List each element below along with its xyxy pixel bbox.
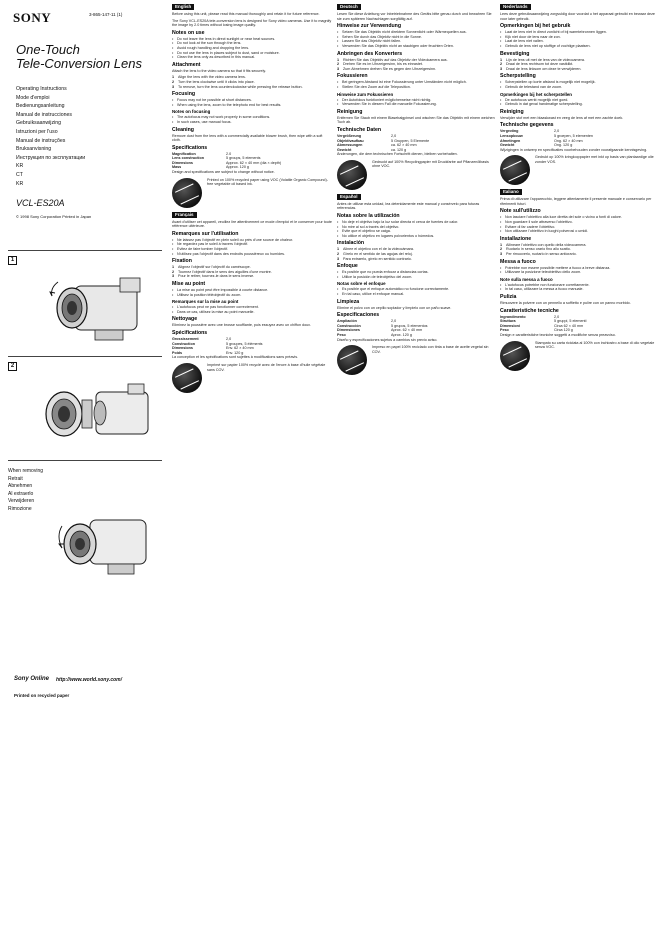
paragraph: La conception et les spécifications sont sujettes à modifications sans préavis. bbox=[172, 355, 299, 360]
spec-label: Vergrößerung bbox=[337, 133, 362, 138]
bullet-item: • Dans ce cas, utilisez la mise au point manuelle. bbox=[172, 310, 332, 315]
spec-label: Poids bbox=[172, 350, 183, 355]
bullet-item: • L'autofocus peut ne pas fonctionner correctement. bbox=[172, 305, 332, 310]
step-number: 1 bbox=[500, 242, 503, 247]
section-heading: Messa a fuoco bbox=[500, 258, 536, 265]
title-line-1: One-Touch bbox=[16, 42, 80, 57]
paragraph: Elimine el polvo con un cepillo soplador y límpielo con un paño suave. bbox=[337, 305, 452, 310]
bullet-item: • Utilisez la position téléobjectif du zoom. bbox=[172, 293, 332, 298]
step-number: 1 bbox=[337, 247, 340, 252]
subsection-heading: Note sulla messa a fuoco bbox=[500, 276, 553, 282]
spec-label: Vergroting bbox=[500, 129, 519, 134]
spec-value: 5 gruppi, 5 elementi bbox=[554, 319, 587, 324]
removing-label: Verwijderen bbox=[8, 498, 35, 505]
bullet-list bbox=[172, 115, 332, 124]
bullet-item: • Evitare di far cadere l'obiettivo. bbox=[500, 225, 660, 230]
spec-label: Ampliación bbox=[337, 319, 357, 324]
language-heading: Italiano bbox=[500, 189, 522, 195]
paragraph: Lesen Sie diese Anleitung vor Inbetriebnahme des Geräts bitte genau durch und bewahren Sie sie zum späteren Nachschlagen sorgfältig auf. bbox=[337, 12, 492, 21]
recycle-icon bbox=[172, 363, 202, 393]
section-heading: Notas sobre la utilización bbox=[337, 213, 400, 220]
bullet-item: • Stellen Sie den Zoom auf die Teleposition. bbox=[337, 85, 497, 90]
spec-label: Ingrandimento bbox=[500, 314, 526, 319]
spec-label: Construcción bbox=[337, 323, 361, 328]
bullet-item: • Do not look at the sun through the lens. bbox=[172, 41, 332, 46]
section-heading: Fixation bbox=[172, 258, 192, 265]
language-title: Mode d'emploi bbox=[16, 94, 50, 101]
language-title: KR bbox=[16, 163, 24, 170]
step-list bbox=[172, 75, 332, 89]
bullet-item: • The autofocus may not work properly in some conditions. bbox=[172, 115, 332, 120]
bullet-item: • No mire al sol a través del objetivo. bbox=[337, 225, 497, 230]
column-dutch-italian bbox=[500, 4, 660, 904]
removing-label: Rimozione bbox=[8, 505, 32, 512]
spec-value: ca. 62 × 40 mm bbox=[391, 143, 417, 148]
bullet-item: • Clean the lens only as described in this manual. bbox=[172, 55, 332, 60]
bullet-list bbox=[172, 37, 332, 60]
bullet-item: • No utilice el objetivo en lugares polvorientos o húmedos. bbox=[337, 234, 497, 239]
divider bbox=[8, 460, 162, 461]
section-heading: Remarques sur l'utilisation bbox=[172, 230, 239, 237]
spec-label: Afmetingen bbox=[500, 138, 521, 143]
section-heading: Specifications bbox=[172, 144, 208, 151]
section-heading: Attachment bbox=[172, 61, 201, 68]
bullet-item: • Laat de lens niet vallen. bbox=[500, 39, 660, 44]
eco-notice bbox=[172, 363, 332, 393]
step-text: Richten Sie das Objektiv auf das Objektiv der Videokamera aus. bbox=[343, 57, 448, 62]
eco-notice-text: Stampato su carta riciclata al 100% con inchiostro a base di olio vegetale senza VOC. bbox=[535, 340, 655, 350]
spec-label: Gewicht bbox=[500, 143, 515, 148]
section-heading: Technische Daten bbox=[337, 126, 382, 133]
step-text: Align the lens with the video camera lens. bbox=[178, 75, 246, 80]
paragraph: Lees deze gebruiksaanwijzing zorgvuldig door voordat u het apparaat gebruikt en bewaar deze voor later gebruik. bbox=[500, 12, 655, 21]
section-heading: Fokussieren bbox=[337, 73, 368, 80]
bullet-item: • Non utilizzare l'obiettivo in luoghi polverosi o umidi. bbox=[500, 229, 660, 234]
spec-value: 2,0 bbox=[226, 336, 232, 341]
paragraph: Wijzigingen in ontwerp en specificaties voorbehouden zonder voorafgaande kennisgeving. bbox=[500, 147, 648, 152]
section-heading: Mise au point bbox=[172, 281, 206, 287]
bullet-item: • De autofocus werkt mogelijk niet goed. bbox=[500, 98, 660, 103]
paragraph: Design e caratteristiche tecniche soggetti a modifiche senza preavviso. bbox=[500, 332, 616, 337]
eco-notice-text: Impreso en papel 100% reciclado con tinta a base de aceite vegetal sin COV. bbox=[372, 345, 489, 354]
sony-logo: SONY bbox=[13, 10, 52, 25]
bullet-item: • Utilizzare la posizione teleobiettivo dello zoom. bbox=[500, 270, 660, 275]
step-list bbox=[172, 265, 332, 279]
section-heading: Cleaning bbox=[172, 126, 194, 133]
bullet-list bbox=[337, 220, 497, 238]
divider bbox=[8, 250, 162, 251]
recycled-paper-note: Printed on recycled paper bbox=[14, 693, 70, 698]
language-section-break bbox=[500, 189, 660, 197]
spec-value: Ong. 62 × 40 mm bbox=[554, 138, 583, 143]
spec-label: Lensopbouw bbox=[500, 133, 523, 138]
figure-2-label: 2 bbox=[8, 362, 17, 371]
step-number: 1 bbox=[337, 57, 340, 62]
step-number: 1 bbox=[500, 57, 503, 62]
section-heading: Instalación bbox=[337, 240, 365, 247]
bullet-item: • In tal caso, utilizzare la messa a fuoco manuale. bbox=[500, 287, 660, 292]
section-heading: Reinigung bbox=[337, 108, 363, 115]
language-heading: Español bbox=[337, 194, 361, 200]
column-german-spanish bbox=[337, 4, 497, 904]
paragraph: Prima di utilizzare l'apparecchio, leggere attentamente il presente manuale e conservarlo per riferimenti futuri. bbox=[500, 197, 652, 206]
part-number: 3-865-147-11 (1) bbox=[89, 12, 123, 17]
spec-value: Env. 120 g bbox=[226, 350, 244, 355]
step-text: Para extraerlo, gírelo en sentido contrario. bbox=[343, 256, 412, 261]
website-url: http://www.world.sony.com/ bbox=[56, 677, 123, 683]
step-list bbox=[500, 243, 660, 257]
bullet-item: • Es posible que el enfoque automático no funcione correctamente. bbox=[337, 287, 497, 292]
step-number: 1 bbox=[172, 265, 175, 270]
step-number: 2 bbox=[172, 79, 175, 84]
recycle-icon bbox=[337, 345, 367, 375]
title-line-2: Tele-Conversion Lens bbox=[16, 56, 142, 71]
step-text: Lijn de lens uit met de lens van de videocamera. bbox=[506, 57, 585, 62]
section-heading: Spécifications bbox=[172, 329, 208, 336]
step-text: Gírelo en el sentido de las agujas del reloj. bbox=[343, 252, 413, 257]
bullet-list bbox=[500, 98, 660, 107]
bullet-item: • Gebruik in dat geval handmatige scherpstelling. bbox=[500, 102, 660, 107]
column-english-french bbox=[172, 4, 332, 904]
section-heading: Installazione bbox=[500, 235, 532, 242]
step-list bbox=[337, 247, 497, 261]
step-number: 2 bbox=[500, 247, 503, 252]
language-title: Manual de instruções bbox=[16, 137, 66, 144]
bullet-item: • Gebruik de lens niet op stoffige of vochtige plaatsen. bbox=[500, 44, 660, 49]
language-title: Bruksanvisning bbox=[16, 146, 52, 153]
bullet-item: • En tal caso, utilice el enfoque manual. bbox=[337, 292, 497, 297]
bullet-item: • Utilice la posición de teleobjetivo del zoom. bbox=[337, 275, 497, 280]
language-section-break bbox=[172, 212, 332, 220]
section-heading: Limpieza bbox=[337, 298, 360, 305]
bullet-list bbox=[500, 30, 660, 48]
figure-1-label: 1 bbox=[8, 256, 17, 265]
section-heading: Notes on use bbox=[172, 29, 205, 36]
step-text: Per rimuoverlo, ruotarlo in senso antiorario. bbox=[506, 252, 577, 257]
bullet-list bbox=[337, 80, 497, 89]
spec-label: Abmessungen bbox=[337, 143, 363, 148]
spec-label: Objektivaufbau bbox=[337, 138, 364, 143]
bullet-item: • N'utilisez pas l'objectif dans des endroits poussiéreux ou humides. bbox=[172, 252, 332, 257]
subsection-heading: Notas sobre el enfoque bbox=[337, 281, 386, 287]
section-heading: Especificaciones bbox=[337, 312, 380, 319]
bullet-item: • Do not use the lens in places subject to dust, sand or moisture. bbox=[172, 51, 332, 56]
bullet-list bbox=[172, 98, 332, 107]
bullet-item: • Sehen Sie durch das Objektiv nicht in die Sonne. bbox=[337, 35, 497, 40]
spec-label: Magnification bbox=[172, 151, 196, 156]
spec-label: Struttura bbox=[500, 319, 516, 324]
spec-value: 5 grupos, 5 elementos bbox=[391, 323, 428, 328]
section-heading: Pulizia bbox=[500, 294, 517, 300]
bullet-item: • Non lasciare l'obiettivo alla luce diretta del sole o vicino a fonti di calore. bbox=[500, 215, 660, 220]
bullet-list bbox=[500, 80, 660, 89]
bullet-item: • L'autofocus potrebbe non funzionare correttamente. bbox=[500, 283, 660, 288]
language-heading: Nederlands bbox=[500, 4, 531, 10]
bullet-list bbox=[337, 287, 497, 296]
spec-label: Lens construction bbox=[172, 156, 204, 161]
paragraph: Avant d'utiliser cet appareil, veuillez lire attentivement ce mode d'emploi et le conserver pour toute référence ultérieure. bbox=[172, 219, 332, 229]
bullet-item: • In such cases, use manual focus. bbox=[172, 120, 332, 125]
bullet-list bbox=[500, 266, 660, 275]
lens-alignment-illustration bbox=[36, 372, 154, 452]
step-text: Alignez l'objectif sur l'objectif du caméscope. bbox=[178, 265, 251, 270]
remove-lens-illustration bbox=[50, 506, 150, 580]
section-heading: Nettoyage bbox=[172, 316, 198, 323]
section-heading: Anbringen des Konverters bbox=[337, 50, 403, 57]
step-text: Draai de lens linksom om deze te verwijderen. bbox=[506, 66, 582, 71]
paragraph: Eliminez la poussière avec une brosse soufflante, puis essuyez avec un chiffon doux. bbox=[172, 323, 312, 328]
spec-value: 5 Gruppen, 5 Elemente bbox=[391, 138, 430, 143]
bullet-item: • When using the lens, zoom to the telephoto end for best results. bbox=[172, 103, 332, 108]
step-text: Ruotarlo in senso orario fino allo scatto. bbox=[506, 247, 571, 252]
bullet-list bbox=[337, 98, 497, 107]
spec-label: Gewicht bbox=[337, 147, 352, 152]
recycle-icon bbox=[500, 155, 530, 185]
section-heading: Bevestiging bbox=[500, 50, 530, 57]
step-item bbox=[337, 257, 497, 262]
step-number: 3 bbox=[172, 274, 175, 279]
bullet-list bbox=[337, 30, 497, 48]
step-text: Zum Abnehmen drehen Sie es gegen den Uhrzeigersinn. bbox=[343, 66, 437, 71]
step-list bbox=[337, 58, 497, 72]
paragraph: Rimuovere la polvere con un pennello a soffietto e pulire con un panno morbido. bbox=[500, 301, 631, 305]
section-heading: Scherpstelling bbox=[500, 73, 536, 80]
bullet-item: • Lassen Sie das Objektiv nicht fallen. bbox=[337, 39, 497, 44]
bullet-item: • Es posible que no pueda enfocar a distancias cortas. bbox=[337, 270, 497, 275]
bullet-list bbox=[172, 288, 332, 297]
bullet-item: • Focus may not be possible at short distances. bbox=[172, 98, 332, 103]
removing-labels bbox=[8, 468, 43, 514]
language-title: CT bbox=[16, 171, 23, 178]
paragraph: Entfernen Sie Staub mit einem Blasebalgpinsel und wischen Sie das Objektiv mit einem weichen Tuch ab. bbox=[337, 115, 495, 125]
paragraph: Verwijder stof met een blaaskwast en veeg de lens af met een zachte doek. bbox=[500, 115, 624, 120]
bullet-item: • Verwenden Sie das Objektiv nicht an staubigen oder feuchten Orten. bbox=[337, 44, 497, 49]
step-item bbox=[500, 252, 660, 257]
section-heading: Enfoque bbox=[337, 263, 358, 270]
spec-label: Dimensiones bbox=[337, 328, 360, 333]
spec-row bbox=[500, 143, 660, 148]
bullet-list bbox=[337, 270, 497, 279]
section-heading: Note sull'utilizzo bbox=[500, 208, 541, 215]
bullet-item: • Kijk niet door de lens naar de zon. bbox=[500, 35, 660, 40]
step-number: 3 bbox=[337, 256, 340, 261]
spec-label: Grossissement bbox=[172, 336, 199, 341]
paragraph: Design and specifications are subject to change without notice. bbox=[172, 170, 275, 175]
language-title: Istruzioni per l'uso bbox=[16, 128, 58, 135]
step-number: 1 bbox=[172, 75, 175, 80]
step-text: Tournez l'objectif dans le sens des aiguilles d'une montre. bbox=[178, 269, 272, 274]
divider bbox=[8, 356, 162, 357]
removing-label: Retrait bbox=[8, 475, 23, 482]
step-text: To remove, turn the lens counterclockwise while pressing the release button. bbox=[178, 84, 303, 89]
paragraph: Antes de utilizar esta unidad, lea detenidamente este manual y consérvelo para futuras referencias. bbox=[337, 201, 480, 211]
step-number: 2 bbox=[337, 62, 340, 67]
spec-label: Dimensioni bbox=[500, 323, 520, 328]
step-text: Allineare l'obiettivo con quello della videocamera. bbox=[506, 242, 587, 247]
bullet-item: • Avoid rough handling and dropping the lens. bbox=[172, 46, 332, 51]
section-heading: Technische gegevens bbox=[500, 122, 554, 129]
language-title: Gebruiksaanwijzing bbox=[16, 120, 61, 127]
bullet-item: • Do not leave the lens in direct sunlight or near heat sources. bbox=[172, 37, 332, 42]
subsection-heading: Opmerkingen bij het scherpstellen bbox=[500, 91, 572, 97]
paragraph: Diseño y especificaciones sujetos a cambios sin previo aviso. bbox=[337, 337, 438, 342]
paragraph: Änderungen, die dem technischen Fortschritt dienen, bleiben vorbehalten. bbox=[337, 152, 458, 157]
recycle-icon bbox=[500, 341, 530, 371]
product-title bbox=[16, 43, 142, 71]
step-item bbox=[172, 85, 332, 90]
spec-value: Circa 120 g bbox=[554, 328, 573, 333]
copyright-note: © 1998 Sony Corporation Printed in Japan bbox=[16, 214, 92, 219]
bullet-item: • Setzen Sie das Objektiv nicht direktem Sonnenlicht oder Wärmequellen aus. bbox=[337, 30, 497, 35]
step-text: Draai de lens rechtsom tot deze vastklikt. bbox=[506, 62, 574, 67]
section-heading: Focusing bbox=[172, 91, 196, 98]
spec-value: Aprox. 62 × 40 mm bbox=[391, 328, 423, 333]
bullet-item: • No deje el objetivo bajo la luz solar directa ni cerca de fuentes de calor. bbox=[337, 220, 497, 225]
bullet-item: • Gebruik de telestand van de zoom. bbox=[500, 85, 660, 90]
step-item bbox=[500, 67, 660, 72]
removing-label: Al extraerlo bbox=[8, 490, 34, 497]
sony-online-logo: Sony Online bbox=[14, 676, 50, 682]
bullet-item: • Potrebbe non essere possibile mettere a fuoco a breve distanza. bbox=[500, 266, 660, 271]
spec-value: 2,0 bbox=[554, 314, 560, 319]
step-item bbox=[337, 67, 497, 72]
eco-notice bbox=[500, 341, 660, 371]
language-heading: English bbox=[172, 4, 194, 10]
spec-value: 2.0 bbox=[226, 151, 232, 156]
language-heading: Deutsch bbox=[337, 4, 361, 10]
spec-label: Mass bbox=[172, 165, 182, 170]
step-number: 3 bbox=[172, 84, 175, 89]
spec-value: Approx. 62 × 40 mm (dia × depth) bbox=[226, 160, 282, 165]
bullet-item: • Verwenden Sie in diesem Fall die manuelle Fokussierung. bbox=[337, 102, 497, 107]
step-list bbox=[500, 58, 660, 72]
language-heading: Français bbox=[172, 212, 197, 218]
section-heading: Hinweise zur Verwendung bbox=[337, 23, 401, 30]
subsection-heading: Notes on focusing bbox=[172, 109, 211, 115]
spec-value: 2,0 bbox=[391, 319, 397, 324]
spec-label: Peso bbox=[500, 328, 509, 333]
bullet-item: • Evite que el objetivo se caiga. bbox=[337, 229, 497, 234]
step-number: 3 bbox=[500, 66, 503, 71]
paragraph: Remove dust from the lens with a commercially available blower brush, then wipe with a soft cloth. bbox=[172, 133, 323, 143]
subsection-heading: Remarques sur la mise au point bbox=[172, 299, 239, 305]
step-number: 2 bbox=[172, 269, 175, 274]
language-title: Operating Instructions bbox=[16, 86, 67, 92]
subsection-heading: Hinweise zum Fokussieren bbox=[337, 91, 394, 97]
eco-notice-text: Printed on 100% recycled paper using VOC (Volatile Organic Compound)-free vegetable oil based ink. bbox=[207, 177, 328, 187]
bullet-item: • Der Autofokus funktioniert möglicherweise nicht richtig. bbox=[337, 98, 497, 103]
step-text: Alinee el objetivo con el de la videocámara. bbox=[343, 247, 414, 252]
spec-value: ca. 120 g bbox=[391, 147, 407, 152]
step-number: 3 bbox=[500, 252, 503, 257]
spec-value: Approx. 120 g bbox=[226, 165, 249, 170]
bullet-item: • Ne laissez pas l'objectif en plein soleil ou près d'une source de chaleur. bbox=[172, 238, 332, 243]
bullet-list bbox=[500, 283, 660, 292]
eco-notice bbox=[500, 155, 660, 185]
language-title: KR bbox=[16, 180, 24, 187]
step-text: Turn the lens clockwise until it clicks into place. bbox=[178, 79, 255, 84]
paragraph: The Sony VCL-ES20A tele-conversion lens is designed for Sony video cameras. Use it to magnify the image by 2.0 times without losing image quality. bbox=[172, 18, 332, 28]
section-heading: Caratteristiche tecniche bbox=[500, 307, 559, 314]
bullet-item: • Ne regardez pas le soleil à travers l'objectif. bbox=[172, 242, 332, 247]
spec-value: 2,0 bbox=[391, 133, 397, 138]
spec-value: 5 groupes, 5 éléments bbox=[226, 341, 263, 346]
eco-notice-text: Gedruckt auf 100% Recyclingpapier mit Druckfarbe auf Pflanzenölbasis ohne VOC. bbox=[372, 159, 489, 169]
spec-value: Aprox. 120 g bbox=[391, 332, 412, 337]
section-heading: Opmerkingen bij het gebruik bbox=[500, 23, 571, 30]
step-number: 2 bbox=[337, 252, 340, 257]
eco-notice-text: Gedrukt op 100% kringlooppapier met inkt op basis van plantaardige olie zonder VOS. bbox=[535, 155, 654, 164]
bullet-item: • Bei geringem Abstand ist eine Fokussierung unter Umständen nicht möglich. bbox=[337, 80, 497, 85]
spec-value: Circa 62 × 40 mm bbox=[554, 323, 584, 328]
paragraph: Attach the lens to the video camera so that it fits securely. bbox=[172, 68, 267, 73]
spec-value: Ong. 120 g bbox=[554, 143, 573, 148]
bullet-list bbox=[500, 215, 660, 233]
eco-notice bbox=[172, 178, 332, 208]
step-text: Drehen Sie es im Uhrzeigersinn, bis es einrastet. bbox=[343, 62, 423, 67]
removing-label: Abnehmen bbox=[8, 483, 33, 490]
spec-row bbox=[337, 333, 497, 338]
language-title: Инструкция по эксплуатации bbox=[16, 154, 86, 161]
attach-lens-illustration bbox=[40, 268, 150, 348]
eco-notice-text: Imprimé sur papier 100% recyclé avec de l'encre à base d'huile végétale sans COV. bbox=[207, 362, 326, 372]
spec-value: 2,0 bbox=[554, 129, 560, 134]
bullet-list bbox=[172, 238, 332, 256]
step-number: 3 bbox=[337, 66, 340, 71]
bullet-item: • Non guardare il sole attraverso l'obiettivo. bbox=[500, 220, 660, 225]
bullet-item: • La mise au point peut être impossible à courte distance. bbox=[172, 288, 332, 293]
language-section-break bbox=[337, 194, 497, 202]
spec-label: Construction bbox=[172, 341, 195, 346]
spec-label: Dimensions bbox=[172, 346, 193, 351]
step-number: 2 bbox=[500, 62, 503, 67]
spec-value: Env. 62 × 40 mm bbox=[226, 346, 254, 351]
spec-label: Dimensions bbox=[172, 160, 193, 165]
spec-value: 5 groups, 5 elements bbox=[226, 156, 261, 161]
removing-label: When removing bbox=[8, 468, 44, 474]
spec-value: 5 groepen, 5 elementen bbox=[554, 133, 593, 138]
step-item bbox=[172, 274, 332, 279]
eco-notice bbox=[337, 345, 497, 375]
bullet-item: • Laat de lens niet in direct zonlicht of bij warmtebronnen liggen. bbox=[500, 30, 660, 35]
bullet-list bbox=[172, 305, 332, 314]
manual-language-list bbox=[16, 85, 85, 188]
language-title: Manual de instrucciones bbox=[16, 111, 72, 118]
bullet-item: • Evitez de faire tomber l'objectif. bbox=[172, 247, 332, 252]
bullet-item: • Scherpstellen op korte afstand is mogelijk niet mogelijk. bbox=[500, 80, 660, 85]
language-title: Bedienungsanleitung bbox=[16, 103, 65, 110]
section-heading: Reiniging bbox=[500, 108, 524, 115]
paragraph: Before using this unit, please read this manual thoroughly and retain it for future reference. bbox=[172, 12, 320, 16]
recycle-icon bbox=[172, 178, 202, 208]
recycle-icon bbox=[337, 160, 367, 190]
model-name: VCL-ES20A bbox=[16, 198, 65, 208]
spec-label: Peso bbox=[337, 332, 346, 337]
step-text: Pour le retirer, tournez-le dans le sens inverse. bbox=[178, 274, 255, 279]
eco-notice bbox=[337, 160, 497, 190]
